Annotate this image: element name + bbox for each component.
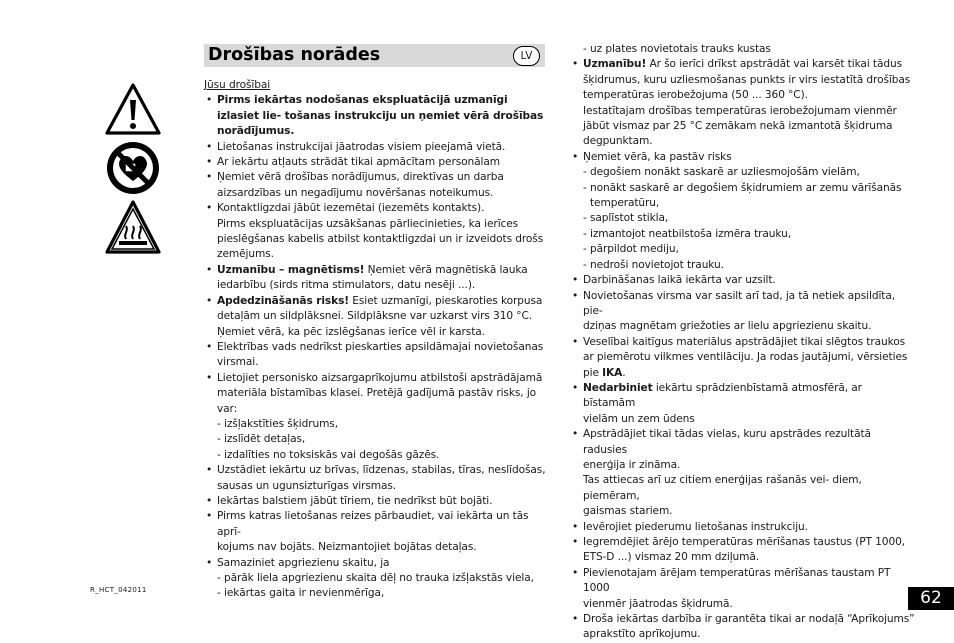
hot-surface-icon (104, 199, 162, 255)
list-item: • Darbināšanas laikā iekārta var uzsilt. (570, 273, 915, 288)
list-item: • Iegremdējiet ārējo temperatūras mērīšanas taustus (PT 1000, ETS-D ...) vismaz 20 mm dziļumā. (570, 535, 915, 566)
list-item: • Ar iekārtu atļauts strādāt tikai apmācītam personālam (204, 155, 549, 170)
list-item: • Lietošanas instrukcijai jāatrodas visiem pieejamā vietā. (204, 140, 549, 155)
list-item: • Pievienotajam ārējam temperatūras mērīšanas taustam PT 1000 vienmēr jāatrodas šķidrumā. (570, 566, 915, 612)
list-item: • Ņemiet vērā, ka pastāv risks - degošiem nonākt saskarē ar uzliesmojošām vielām, - nonākt saskarē ar degošiem šķidrumiem ar zemu vārīšanās temperatūru, - saplīstot stikla, - izmantojot neatbilstoša izmēra trauku, - pārpildot mediju, - nedroši novietojot trauku. (570, 150, 915, 273)
list-item: • Ievērojiet piederumu lietošanas instrukciju. (570, 520, 915, 535)
list-item: • Elektrības vads nedrīkst pieskarties apsildāmajai novietošanas virsmai. (204, 340, 549, 371)
list-item: • Novietošanas virsma var sasilt arī tad, ja tā netiek apsildīta, pie- dziņas magnētam griežoties ar lielu apgriezienu skaitu. (570, 289, 915, 335)
list-continuation: - uz plates novietotais trauks kustas (583, 43, 771, 55)
right-column (570, 42, 915, 643)
list-item: • Ņemiet vērā drošības norādījumus, direktīvas un darba aizsardzības un negadījumu novēršanas noteikumus. (204, 170, 549, 201)
list-item: • Samaziniet apgriezienu skaitu, ja - pārāk liela apgriezienu skaita dēļ no trauka izšļakstās viela, - iekārtas gaita ir nevienmērīga, (204, 556, 549, 602)
page-title: Drošības norādes (208, 45, 381, 65)
warning-triangle-icon (104, 82, 162, 136)
list-item: • Uzstādiet iekārtu uz brīvas, līdzenas, stabilas, tīras, neslīdošas, sausas un ugunsizturīgas virsmas. (204, 463, 549, 494)
list-item: • Nedarbiniet iekārtu sprādzienbīstamā atmosfērā, ar bīstamām vielām un zem ūdens (570, 381, 915, 427)
list-item: • Apdedzināšanās risks! Esiet uzmanīgi, pieskaroties korpusa detaļām un sildplāksnei. Sildplāksne var uzkarst virs 310 °C. Ņemiet vērā, ka pēc izslēgšanas ierīce vēl ir karsta. (204, 294, 549, 340)
list-item: • Uzmanību! Ar šo ierīci drīkst apstrādāt vai karsēt tikai tādus šķidrumus, kuru uzliesmošanas punkts ir virs iestatītā drošības temperatūras ierobežojuma (50 ... 360 °C). Iestatītajam drošības temperatūras ierobežojumam vienmēr jābūt vismaz par 25 °C zemākam nekā izmantotā šķidruma degpunktam. (570, 57, 915, 149)
list-item: • Lietojiet personisko aizsargaprīkojumu atbilstoši apstrādājamā materiāla bīstamības klasei. Pretējā gadījumā pastāv risks, jo var: - izšļakstīties šķidrums, - izslīdēt detaļas, - izdalīties no toksiskās vai degošās gāzēs. (204, 371, 549, 463)
page-number: 62 (908, 587, 954, 610)
list-item: • Iekārtas balstiem jābūt tīriem, tie nedrīkst būt bojāti. (204, 494, 549, 509)
list-item: • Pirms iekārtas nodošanas ekspluatācijā uzmanīgi izlasiet lie- tošanas instrukciju un ņemiet vērā drošības norādījumus. (204, 93, 549, 139)
section-subheading: Jūsu drošībai (204, 79, 271, 91)
list-item: • Kontaktligzdai jābūt iezemētai (iezemēts kontakts). Pirms ekspluatācijas uzsākšanas pārliecinieties, ka ierīces pieslēgšanas kabelis atbilst kontaktligzdai un ir izveidots drošs zemējums. (204, 201, 549, 263)
document-code: R_HCT_042011 (90, 586, 147, 594)
left-column (204, 78, 549, 602)
no-pacemaker-icon (104, 139, 162, 197)
list-item: • Veselībai kaitīgus materiālus apstrādājiet tikai slēgtos traukos ar piemērotu vilkmes ventilāciju. Ja rodas jautājumi, vērsieties pie IKA. (570, 335, 915, 381)
list-item: • Apstrādājiet tikai tādas vielas, kuru apstrādes rezultātā radusies enerģija ir zināma. Tas attiecas arī uz citiem enerģijas rašanās vei- diem, piemēram, gaismas stariem. (570, 427, 915, 519)
list-item: • Droša iekārtas darbība ir garantēta tikai ar nodaļā “Aprīkojums” aprakstīto aprīkojumu. (570, 612, 915, 643)
list-item: • Uzmanību – magnētisms! Ņemiet vērā magnētiskā lauka iedarbību (sirds ritma stimulators, datu nesēji ...). (204, 263, 549, 294)
safety-icons (104, 82, 162, 255)
section-header (204, 44, 545, 67)
list-item: • Pirms katras lietošanas reizes pārbaudiet, vai iekārta un tās aprī- kojums nav bojāts. Neizmantojiet bojātas detaļas. (204, 509, 549, 555)
language-badge: LV (513, 46, 540, 66)
